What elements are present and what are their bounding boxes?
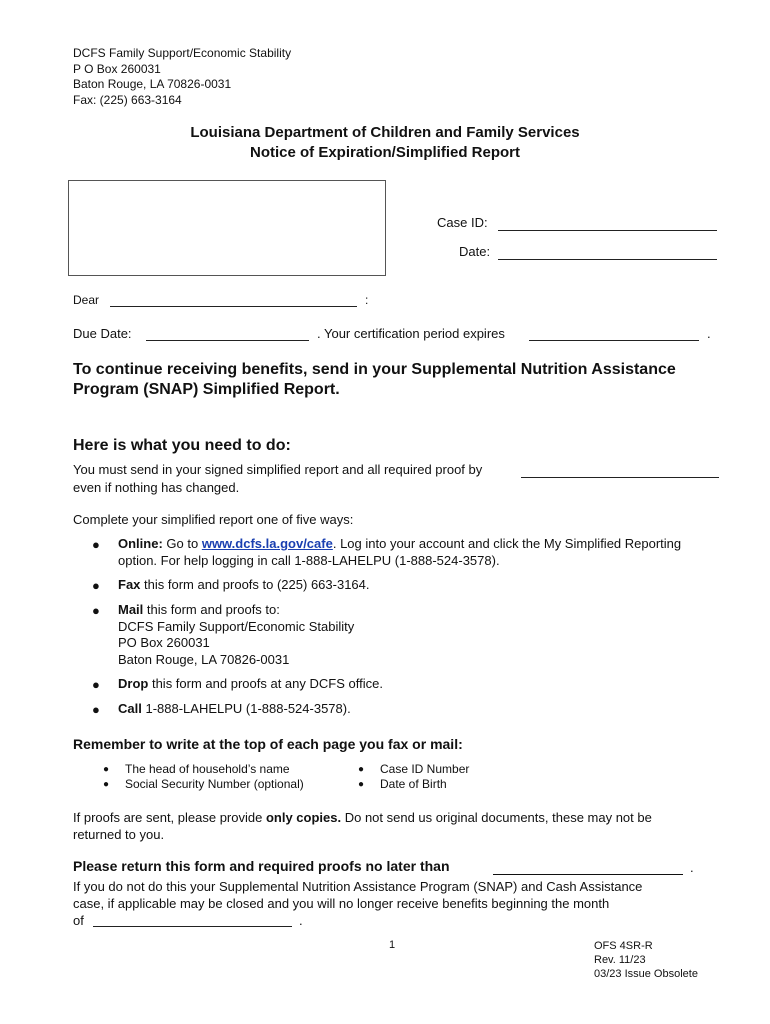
- form-obsolete-note: 03/23 Issue Obsolete: [594, 968, 698, 980]
- call-text: 1-888-LAHELPU (1-888-524-3578).: [145, 701, 351, 716]
- benefits-month-field[interactable]: [93, 926, 292, 927]
- bullet-drop: ●: [92, 677, 100, 692]
- bullet-fax: ●: [92, 578, 100, 593]
- page-subtitle: Notice of Expiration/Simplified Report: [249, 144, 521, 161]
- remember-bullet-4: ●: [358, 779, 365, 790]
- recipient-address-box: [68, 180, 386, 276]
- copies-line-1: [73, 809, 652, 826]
- return-heading: Please return this form and required proofs no later than: [73, 858, 450, 874]
- sender-line-2: P O Box 260031: [73, 61, 161, 76]
- dear-label: Dear: [73, 293, 100, 307]
- copies-bold: only copies.: [265, 810, 342, 825]
- mail-address-2: PO Box 260031: [118, 635, 210, 650]
- mail-address-3: Baton Rouge, LA 70826-0031: [118, 651, 290, 667]
- form-revision: Rev. 11/23: [594, 954, 646, 966]
- sender-line-1: DCFS Family Support/Economic Stability: [73, 46, 292, 60]
- return-of-label: of: [73, 913, 84, 928]
- return-by-date-field[interactable]: [493, 874, 683, 875]
- intro-line-1: To continue receiving benefits, send in your Supplemental Nutrition Assistance: [73, 361, 676, 378]
- return-line-2: case, if applicable may be closed and you will no longer receive benefits beginning the month: [73, 896, 610, 911]
- send-by-line-2: even if nothing has changed.: [73, 480, 240, 495]
- remember-heading: Remember to write at the top of each page you fax or mail:: [73, 736, 463, 752]
- remember-bullet-2: ●: [103, 779, 110, 790]
- copies-line-2: returned to you.: [73, 827, 165, 842]
- fax-bold: Fax: [118, 577, 141, 592]
- sender-address: [73, 46, 291, 108]
- copies-post: Do not send us original documents, these may not be: [341, 810, 652, 825]
- remember-bullet-1: ●: [103, 764, 110, 775]
- way-call: [118, 701, 351, 718]
- date-field[interactable]: [498, 259, 717, 260]
- online-pre: Go to: [166, 536, 199, 551]
- ways-intro: Complete your simplified report one of five ways:: [73, 512, 354, 527]
- bullet-online: ●: [92, 537, 100, 552]
- send-by-date-field[interactable]: [521, 477, 719, 478]
- call-bold: Call: [118, 701, 142, 716]
- return-line-1: If you do not do this your Supplemental Nutrition Assistance Program (SNAP) and Cash Assistance: [73, 879, 643, 894]
- send-by-line-1: You must send in your signed simplified report and all required proof by: [73, 462, 483, 477]
- remember-bullet-3: ●: [358, 764, 365, 775]
- bullet-call: ●: [92, 702, 100, 717]
- way-fax: [118, 577, 370, 594]
- certification-period-dot: .: [707, 326, 711, 341]
- remember-item-ssn: Social Security Number (optional): [125, 777, 304, 791]
- return-of-period: .: [299, 913, 303, 928]
- drop-bold: Drop: [118, 676, 149, 691]
- dear-colon: :: [365, 293, 369, 307]
- way-mail: [118, 602, 354, 668]
- page-title: Louisiana Department of Children and Family Services: [190, 124, 580, 141]
- form-id: OFS 4SR-R: [594, 940, 653, 952]
- fax-text: this form and proofs to (225) 663-3164.: [144, 577, 370, 592]
- case-id-label: Case ID:: [437, 215, 488, 230]
- way-drop: [118, 676, 383, 693]
- case-id-field[interactable]: [498, 230, 717, 231]
- remember-item-dob: Date of Birth: [380, 777, 447, 791]
- drop-text: this form and proofs at any DCFS office.: [151, 676, 383, 691]
- return-period: .: [690, 860, 694, 875]
- page-number: 1: [389, 939, 396, 951]
- online-bold: Online:: [118, 536, 163, 551]
- form-info: [594, 939, 698, 981]
- intro-line-2: Program (SNAP) Simplified Report.: [73, 381, 340, 398]
- mail-text: this form and proofs to:: [146, 602, 280, 617]
- sender-line-4: Fax: (225) 663-3164: [73, 92, 182, 107]
- mail-bold: Mail: [118, 602, 144, 617]
- copies-pre: If proofs are sent, please provide: [73, 810, 263, 825]
- date-label: Date:: [459, 244, 491, 259]
- sender-line-3: Baton Rouge, LA 70826-0031: [73, 77, 232, 91]
- instructions-heading: Here is what you need to do:: [73, 437, 291, 454]
- remember-item-hoh: The head of household’s name: [125, 762, 290, 776]
- dcfs-cafe-link[interactable]: www.dcfs.la.gov/cafe: [201, 536, 333, 551]
- mail-address-1: DCFS Family Support/Economic Stability: [118, 618, 355, 634]
- online-line-2: option. For help logging in call 1-888-LAHELPU (1-888-524-3578).: [118, 552, 500, 568]
- way-online: [118, 536, 681, 569]
- certification-expires-field[interactable]: [529, 340, 699, 341]
- due-date-field[interactable]: [146, 340, 309, 341]
- remember-item-caseid: Case ID Number: [380, 762, 470, 776]
- certification-label: . Your certification period expires: [317, 326, 505, 341]
- due-date-label: Due Date:: [73, 326, 132, 341]
- bullet-mail: ●: [92, 603, 100, 618]
- recipient-name-field[interactable]: [110, 306, 357, 307]
- online-post: . Log into your account and click the My Simplified Reporting: [332, 536, 682, 551]
